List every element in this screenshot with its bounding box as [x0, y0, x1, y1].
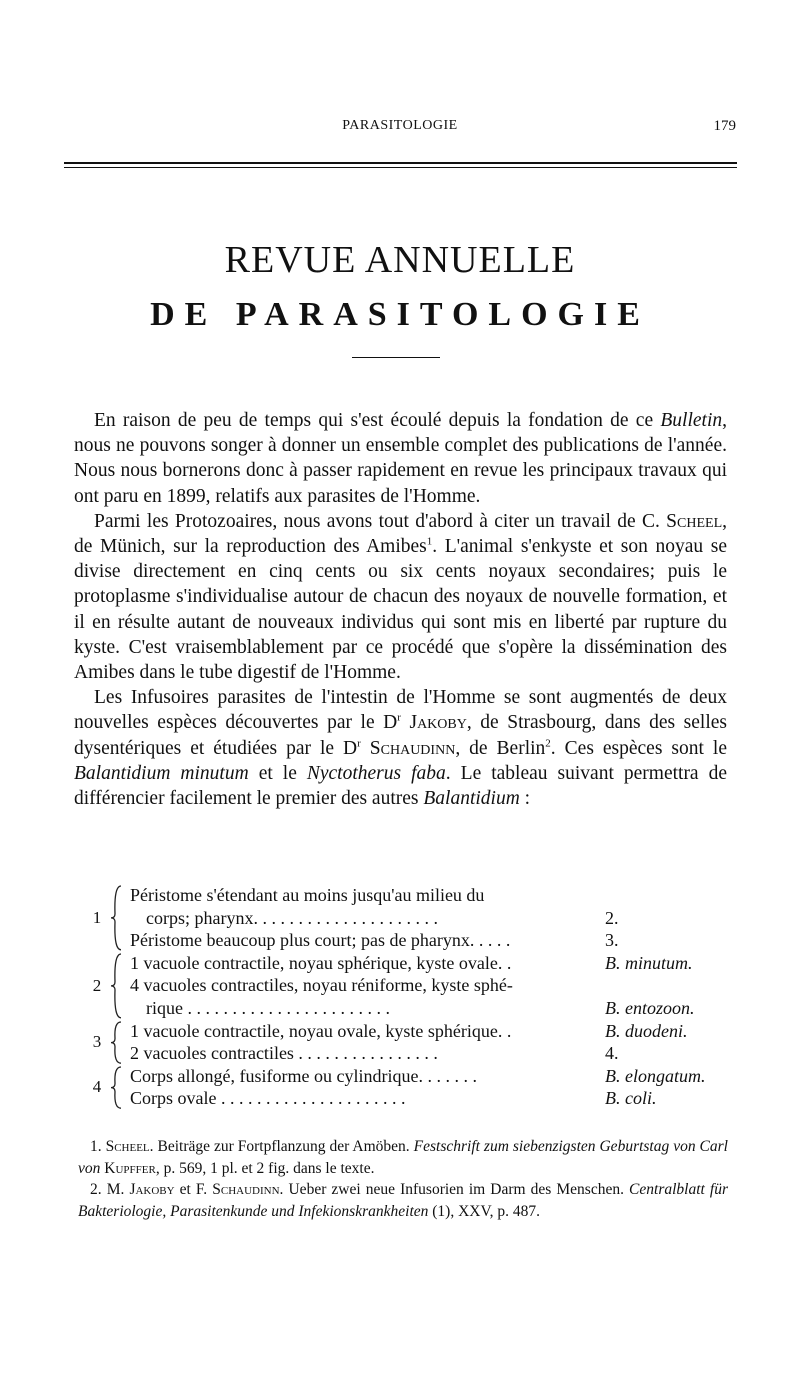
key-group — [90, 884, 730, 952]
key-row-result: B. minutum. — [605, 952, 693, 973]
key-row-description: rique . . . . . . . . . . . . . . . . . . . . . . . — [146, 997, 390, 1018]
key-group-number: 2 — [92, 975, 102, 995]
page-number: 179 — [713, 118, 736, 134]
key-row-result: 4. — [605, 1043, 619, 1064]
paragraph-3: Les Infusoires parasites de l'intestin de l'Homme se sont augmentés de deux nouvelles espèces découvertes par le $D^r$ Jakoby, de Strasbourg, dans des selles dysentériques et étudiées par le $D^r$ Schaudinn, de Berlin$^2$. Ces espèces sont le Balantidium minutum et le Nyctotherus faba. Le tableau suivant permettra de différencier facilement le premier des autres Balantidium : — [74, 687, 728, 810]
key-row — [90, 907, 730, 930]
footnote-2: 2. M. Jakoby et F. Schaudinn. Ueber zwei neue Infusorien im Darm des Menschen. Centralblatt für Bakteriologie, Parasitenkunde und Infekionskrankheiten (1), XXV, p. 487. — [78, 1181, 728, 1220]
key-row-description: Péristome beaucoup plus court; pas de pharynx. . . . . — [130, 930, 511, 951]
key-row — [90, 997, 730, 1020]
footnote-1: 1. Scheel. Beiträge zur Fortpflanzung der Amöben. Festschrift zum siebenzigsten Geburtstag von Carl von Kupffer, p. 569, 1 pl. et 2 fig. dans le texte. — [78, 1138, 728, 1177]
main-title: REVUE ANNUELLE — [224, 239, 576, 281]
key-row-description: Corps ovale . . . . . . . . . . . . . . . . . . . . . — [130, 1088, 406, 1109]
running-head-title: PARASITOLOGIE — [342, 118, 458, 133]
paragraph-1: En raison de peu de temps qui s'est écoulé depuis la fondation de ce Bulletin, nous ne pouvons songer à donner un ensemble complet des publications de l'année. Nous nous bornerons donc à passer rapidement en revue les principaux travaux qui ont paru en 1899, relatifs aux parasites de l'Homme. — [74, 410, 727, 507]
key-row — [90, 1020, 730, 1043]
key-group — [90, 952, 730, 1020]
key-group-number: 1 — [92, 907, 102, 927]
key-row-description: Péristome s'étendant au moins jusqu'au milieu du — [130, 885, 485, 905]
key-row-result: B. duodeni. — [605, 1020, 688, 1041]
key-row-description: 1 vacuole contractile, noyau ovale, kyste sphérique. . — [130, 1020, 512, 1041]
running-head — [64, 118, 736, 140]
key-row — [90, 974, 730, 997]
key-row-description: 2 vacuoles contractiles . . . . . . . . . . . . . . . . — [130, 1043, 438, 1064]
body-text — [74, 408, 727, 811]
key-row-description: Corps allongé, fusiforme ou cylindrique. . . . . . . — [130, 1065, 477, 1086]
key-row — [90, 1042, 730, 1065]
key-group-number: 3 — [92, 1032, 102, 1052]
key-row-result: 3. — [605, 930, 619, 951]
key-row — [90, 952, 730, 975]
footnote-ref-1: 1 — [426, 535, 433, 548]
identification-key — [90, 884, 730, 1110]
key-row — [90, 929, 730, 952]
key-row-result: B. entozoon. — [605, 997, 695, 1018]
key-row-description: corps; pharynx. . . . . . . . . . . . . . . . . . . . . — [146, 907, 438, 928]
paragraph-2: Parmi les Protozoaires, nous avons tout d'abord à citer un travail de C. Scheel, de Münich, sur la reproduction des Amibes$^1$. L'animal s'enkyste et son noyau se divise directement en cinq cents ou six cents noyaux secondaires; puis le protoplasme s'individualise autour de chacun des noyaux de nouvelle formation, et il en résulte autant de nouveaux individus qui sont mis en liberté par rupture du kyste. C'est vraisemblablement par ce procédé que s'opère la dissémination des Amibes dans le tube digestif de l'Homme. — [74, 510, 727, 684]
key-row-description: 4 vacuoles contractiles, noyau réniforme, kyste sphé- — [130, 975, 513, 996]
key-row-description: 1 vacuole contractile, noyau sphérique, kyste ovale. . — [130, 952, 512, 973]
key-group-number: 4 — [92, 1077, 102, 1097]
key-row-result: B. coli. — [605, 1088, 657, 1109]
footnote-ref-2: 2 — [545, 737, 551, 750]
key-row — [90, 884, 730, 907]
key-group — [90, 1020, 730, 1065]
header-rule — [64, 162, 737, 168]
key-row — [90, 1087, 730, 1110]
key-row-result: 2. — [605, 907, 619, 928]
key-row — [90, 1065, 730, 1088]
key-group — [90, 1065, 730, 1110]
key-row-result: B. elongatum. — [605, 1065, 706, 1086]
title-rule — [352, 357, 440, 358]
main-subtitle: DE PARASITOLOGIE — [150, 296, 650, 333]
footnotes — [78, 1136, 728, 1222]
